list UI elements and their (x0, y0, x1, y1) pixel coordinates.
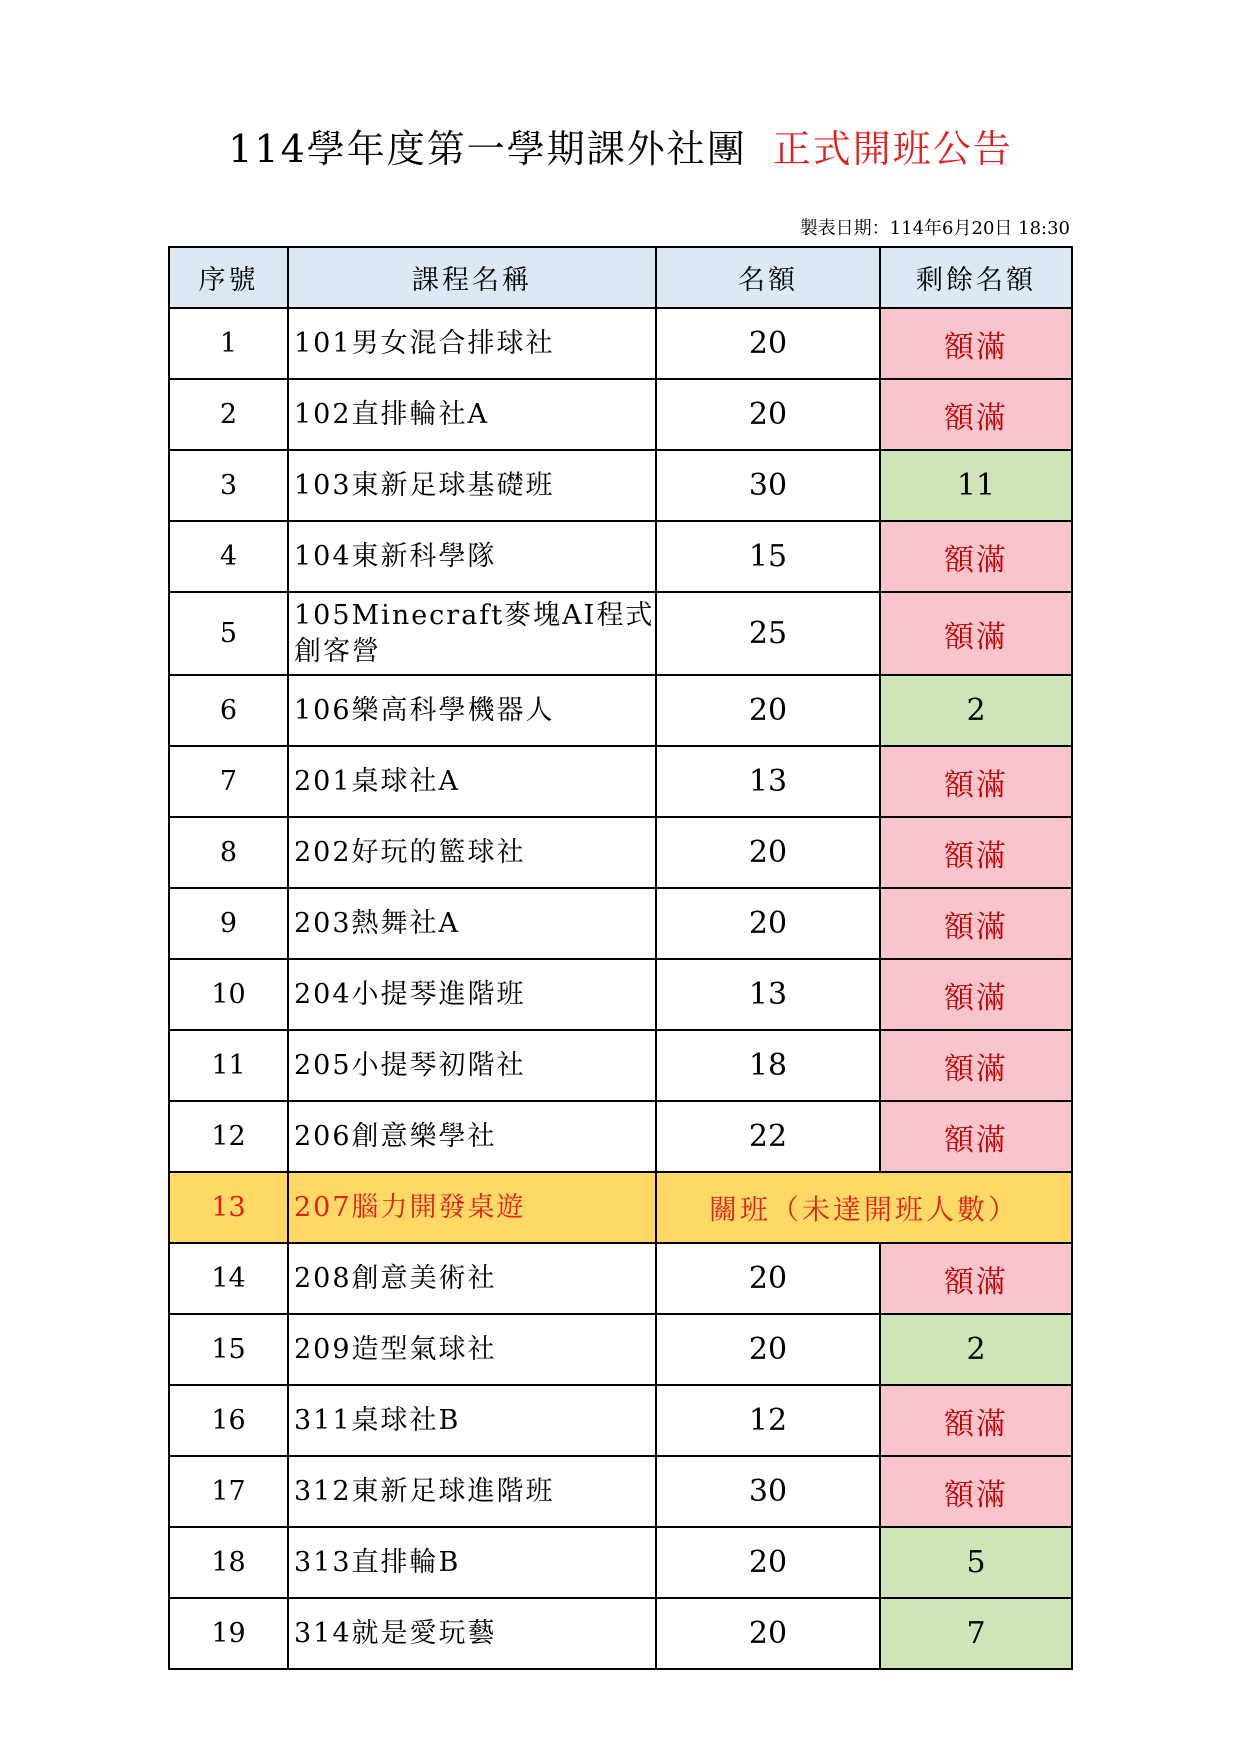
title-main: 114學年度第一學期課外社團 (228, 127, 747, 171)
row-quota: 25 (656, 592, 880, 675)
row-remaining-count: 2 (880, 675, 1072, 746)
row-course-name: 313直排輪B (288, 1527, 656, 1598)
row-remaining-full-badge: 額滿 (880, 817, 1072, 888)
row-seq: 8 (169, 817, 288, 888)
row-seq: 13 (169, 1172, 288, 1243)
row-remaining-count: 2 (880, 1314, 1072, 1385)
row-seq: 9 (169, 888, 288, 959)
row-seq: 1 (169, 308, 288, 379)
row-course-name: 206創意樂學社 (288, 1101, 656, 1172)
header-remaining: 剩餘名額 (880, 247, 1072, 308)
table-header-row (169, 247, 1072, 308)
row-remaining-count: 11 (880, 450, 1072, 521)
row-quota: 20 (656, 308, 880, 379)
title-highlight: 正式開班公告 (772, 127, 1013, 171)
row-seq: 5 (169, 592, 288, 675)
table-row (169, 1314, 1072, 1385)
table-row (169, 675, 1072, 746)
table-row (169, 450, 1072, 521)
row-remaining-count: 5 (880, 1527, 1072, 1598)
row-quota: 13 (656, 959, 880, 1030)
row-closed-note: 關班（未達開班人數） (656, 1172, 1072, 1243)
page-title (0, 118, 1241, 173)
header-seq: 序號 (169, 247, 288, 308)
table-row (169, 1243, 1072, 1314)
row-quota: 20 (656, 1314, 880, 1385)
table-row (169, 1527, 1072, 1598)
date-line: 製表日期：114年6月20日 18:30 (799, 218, 1070, 239)
row-quota: 13 (656, 746, 880, 817)
row-remaining-full-badge: 額滿 (880, 1456, 1072, 1527)
table-row (169, 592, 1072, 675)
row-quota: 30 (656, 1456, 880, 1527)
table-row (169, 817, 1072, 888)
row-course-name: 209造型氣球社 (288, 1314, 656, 1385)
row-seq: 19 (169, 1598, 288, 1669)
row-course-name: 207腦力開發桌遊 (288, 1172, 656, 1243)
row-course-name: 204小提琴進階班 (288, 959, 656, 1030)
table-row (169, 1172, 1072, 1243)
row-seq: 18 (169, 1527, 288, 1598)
row-quota: 20 (656, 817, 880, 888)
row-course-name: 208創意美術社 (288, 1243, 656, 1314)
row-seq: 2 (169, 379, 288, 450)
row-course-name: 202好玩的籃球社 (288, 817, 656, 888)
row-quota: 20 (656, 1598, 880, 1669)
header-course-name: 課程名稱 (288, 247, 656, 308)
table-body (169, 308, 1072, 1669)
row-seq: 7 (169, 746, 288, 817)
table-row (169, 959, 1072, 1030)
row-quota: 18 (656, 1030, 880, 1101)
row-quota: 20 (656, 379, 880, 450)
row-course-name: 203熱舞社A (288, 888, 656, 959)
table-row (169, 1385, 1072, 1456)
row-remaining-full-badge: 額滿 (880, 888, 1072, 959)
row-course-name: 314就是愛玩藝 (288, 1598, 656, 1669)
row-seq: 11 (169, 1030, 288, 1101)
header-quota: 名額 (656, 247, 880, 308)
table-row (169, 746, 1072, 817)
table-row (169, 1101, 1072, 1172)
row-remaining-full-badge: 額滿 (880, 959, 1072, 1030)
row-remaining-full-badge: 額滿 (880, 592, 1072, 675)
row-seq: 16 (169, 1385, 288, 1456)
row-seq: 14 (169, 1243, 288, 1314)
row-seq: 12 (169, 1101, 288, 1172)
row-remaining-full-badge: 額滿 (880, 1030, 1072, 1101)
row-remaining-full-badge: 額滿 (880, 746, 1072, 817)
table-row (169, 379, 1072, 450)
row-seq: 17 (169, 1456, 288, 1527)
row-quota: 20 (656, 675, 880, 746)
row-course-name: 103東新足球基礎班 (288, 450, 656, 521)
club-table (168, 246, 1073, 1670)
row-quota: 20 (656, 1243, 880, 1314)
row-seq: 6 (169, 675, 288, 746)
row-remaining-count: 7 (880, 1598, 1072, 1669)
row-course-name: 102直排輪社A (288, 379, 656, 450)
row-seq: 4 (169, 521, 288, 592)
row-course-name: 205小提琴初階社 (288, 1030, 656, 1101)
row-remaining-full-badge: 額滿 (880, 1385, 1072, 1456)
row-course-name: 312東新足球進階班 (288, 1456, 656, 1527)
row-remaining-full-badge: 額滿 (880, 308, 1072, 379)
table-row (169, 1030, 1072, 1101)
table-row (169, 1598, 1072, 1669)
row-remaining-full-badge: 額滿 (880, 1101, 1072, 1172)
row-seq: 10 (169, 959, 288, 1030)
table-row (169, 888, 1072, 959)
row-remaining-full-badge: 額滿 (880, 1243, 1072, 1314)
row-remaining-full-badge: 額滿 (880, 521, 1072, 592)
row-quota: 20 (656, 888, 880, 959)
row-remaining-full-badge: 額滿 (880, 379, 1072, 450)
row-seq: 3 (169, 450, 288, 521)
row-course-name: 311桌球社B (288, 1385, 656, 1456)
table-row (169, 521, 1072, 592)
row-course-name: 105Minecraft麥塊AI程式創客營 (288, 592, 656, 675)
row-course-name: 106樂高科學機器人 (288, 675, 656, 746)
table-row (169, 308, 1072, 379)
row-quota: 15 (656, 521, 880, 592)
row-course-name: 201桌球社A (288, 746, 656, 817)
row-quota: 12 (656, 1385, 880, 1456)
row-course-name: 104東新科學隊 (288, 521, 656, 592)
row-seq: 15 (169, 1314, 288, 1385)
row-quota: 30 (656, 450, 880, 521)
table-row (169, 1456, 1072, 1527)
row-quota: 22 (656, 1101, 880, 1172)
row-course-name: 101男女混合排球社 (288, 308, 656, 379)
row-quota: 20 (656, 1527, 880, 1598)
